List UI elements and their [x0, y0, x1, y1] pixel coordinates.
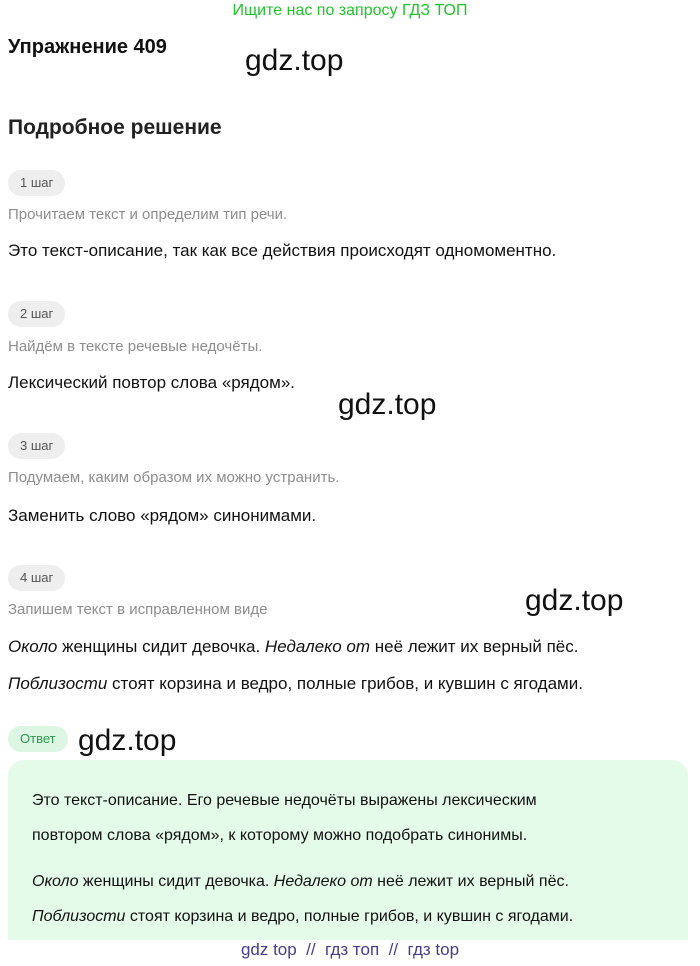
emphasis: Поблизости: [8, 674, 108, 693]
text: стоят корзина и ведро, полные грибов, и кувшин с ягодами.: [125, 908, 574, 925]
exercise-title: Упражнение 409: [8, 36, 167, 58]
step-3-text: Заменить слово «рядом» синонимами.: [8, 506, 317, 525]
watermark: gdz.top: [338, 388, 437, 421]
emphasis: Недалеко от: [264, 637, 370, 656]
footer-links: gdz top // гдз топ // гдз top: [240, 940, 460, 959]
step-2-hint: Найдём в тексте речевые недочёты.: [8, 338, 263, 355]
emphasis: Недалеко от: [273, 873, 373, 890]
watermark: gdz.top: [245, 44, 344, 77]
step-4-badge: 4 шаг: [8, 565, 65, 591]
step-4-hint: Запишем текст в исправленном виде: [8, 601, 268, 618]
emphasis: Поблизости: [32, 908, 126, 925]
step-3-badge: 3 шаг: [8, 433, 65, 459]
step-4-sentence-1: [8, 637, 578, 657]
step-4-sentence-2: [8, 674, 583, 694]
emphasis: Около: [8, 637, 58, 656]
watermark: gdz.top: [525, 584, 624, 617]
step-1-hint: Прочитаем текст и определим тип речи.: [8, 206, 288, 223]
step-1-badge: 1 шаг: [8, 170, 65, 196]
answer-sentence-2: [32, 908, 573, 926]
step-2-text: Лексический повтор слова «рядом».: [8, 373, 295, 392]
step-2-badge: 2 шаг: [8, 301, 65, 327]
answer-line-2: повтором слова «рядом», к которому можно подобрать синонимы.: [32, 827, 528, 844]
section-title: Подробное решение: [8, 116, 222, 139]
search-banner: Ищите нас по запросу ГДЗ ТОП: [232, 2, 468, 19]
text: неё лежит их верный пёс.: [370, 637, 579, 656]
step-3-hint: Подумаем, каким образом их можно устранить.: [8, 469, 340, 486]
text: стоят корзина и ведро, полные грибов, и кувшин с ягодами.: [107, 674, 583, 693]
text: неё лежит их верный пёс.: [372, 873, 569, 890]
answer-line-1: Это текст-описание. Его речевые недочёты выражены лексическим: [32, 792, 537, 809]
answer-sentence-1: [32, 873, 569, 891]
emphasis: Около: [32, 873, 79, 890]
step-1-text: Это текст-описание, так как все действия происходят одномоментно.: [8, 241, 557, 260]
text: женщины сидит девочка.: [78, 873, 274, 890]
answer-badge: Ответ: [8, 726, 68, 752]
text: женщины сидит девочка.: [57, 637, 265, 656]
watermark: gdz.top: [78, 724, 177, 757]
